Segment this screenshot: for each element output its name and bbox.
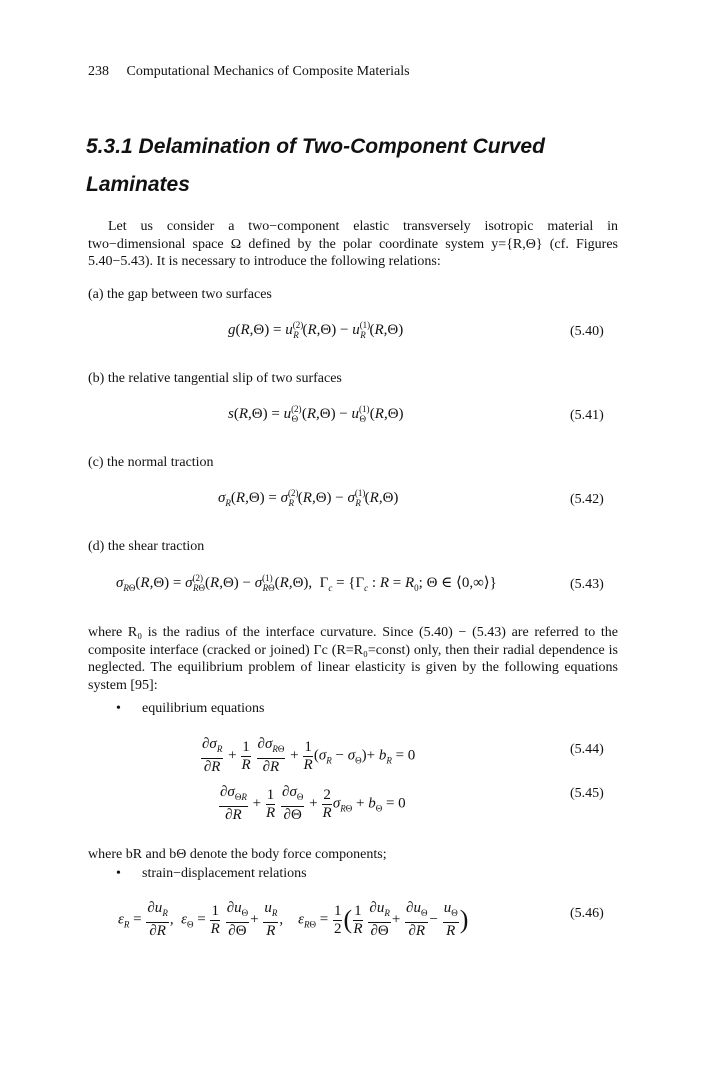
section-heading: 5.3.1 Delamination of Two-Component Curved Laminates xyxy=(86,135,545,196)
equation-5-41: $s(R,\Theta) = u^{(2)}_\Theta$ $(R,\Theta) - u^{(1)}_\Theta$ (R,Θ) xyxy=(228,404,404,424)
equation-5-43: $\sigma_{R\Theta}(R,\Theta) = \sigma^{(2)}_{R\Theta}(R,\Theta) - \sigma^{(1)}_{R\Theta}(R,\Theta)$, $\Gamma_c = \{\Gamma_c$ : $R = R_0$; Θ ∈ ⟨0,∞⟩} xyxy=(116,573,497,593)
page-number: 238 xyxy=(88,64,109,79)
body-force-text: where bR and bΘ denote the body force components; xyxy=(88,847,387,862)
equation-number-5-40: (5.40) xyxy=(570,324,604,339)
equation-5-42: $\sigma_R(R,\Theta) = \sigma^{(2)}_R$ $(R,\Theta) - \sigma^{(1)}_R$ (R,Θ) xyxy=(218,488,399,508)
bullet-strain-label: strain−displacement relations xyxy=(142,866,307,881)
item-b: (b) the relative tangential slip of two surfaces xyxy=(88,371,342,386)
equation-5-45: $\frac{\partial\sigma_{\Theta R}}{\partial R}$ + $\frac{1}{R}$ $\frac{\partial\sigma_\Theta}{\partial\Theta}$ + $\frac{2}{R}$ $\sigma_{R\Theta} + b_\Theta = 0$ xyxy=(220,784,406,823)
running-header xyxy=(88,64,410,80)
item-c: (c) the normal traction xyxy=(88,455,214,470)
bullet-dot-icon: • xyxy=(116,701,121,716)
equation-5-46: $\varepsilon_R$ = $\frac{\partial u_R}{\partial R}$ , $\varepsilon_\Theta$ = $\frac{1}{R}$ $\frac{\partial u_\Theta}{\partial\Theta}$ + $\frac{u_R}{R}$ , $\varepsilon_{R\Theta}$ = $\frac{1}{2}$ ( $\frac{1}{R}$ $\frac{\partial u_R}{\partial\Theta}$ + $\frac{\partial u_\Theta}{\partial R}$ − $\frac{u_\Theta}{R}$ ) xyxy=(118,900,469,939)
book-title: Computational Mechanics of Composite Materials xyxy=(126,64,410,79)
equation-number-5-42: (5.42) xyxy=(570,492,604,507)
bullet-equilibrium xyxy=(116,701,264,717)
bullet-equilibrium-label: equilibrium equations xyxy=(142,701,265,716)
equation-number-5-41: (5.41) xyxy=(570,408,604,423)
item-a: (a) the gap between two surfaces xyxy=(88,287,272,302)
item-d: (d) the shear traction xyxy=(88,539,205,554)
equation-number-5-44: (5.44) xyxy=(570,742,604,757)
equation-5-44: $\frac{\partial\sigma_R}{\partial R}$ + $\frac{1}{R}$ $\frac{\partial\sigma_{R\Theta}}{\partial R}$ + $\frac{1}{R}$ $(\sigma_R - \sigma_\Theta)+ b_R = 0$ xyxy=(202,736,416,775)
equation-number-5-45: (5.45) xyxy=(570,786,604,801)
interface-paragraph: where R₀ is the radius of the interface curvature. Since (5.40) − (5.43) are referred to the composite interface (cracked or joined) Γc (R=R₀=const) only, then their radial dependence is neglected. The equilibrium problem of linear elasticity is given by the following equations system [95]: xyxy=(88,625,618,693)
equation-5-40: $g(R,\Theta) = u^{(2)}_R$ $(R,\Theta) - u^{(1)}_R$ (R,Θ) xyxy=(228,320,404,340)
bullet-strain xyxy=(116,866,307,882)
intro-paragraph: Let us consider a two−component elastic transversely isotropic material in two−dimensional space Ω defined by the polar coordinate system y={R,Θ} (cf. Figures 5.40−5.43). It is necessary to introduce the following relations: xyxy=(88,219,618,269)
equation-number-5-46: (5.46) xyxy=(570,906,604,921)
bullet-dot-icon: • xyxy=(116,866,121,881)
equation-number-5-43: (5.43) xyxy=(570,577,604,592)
